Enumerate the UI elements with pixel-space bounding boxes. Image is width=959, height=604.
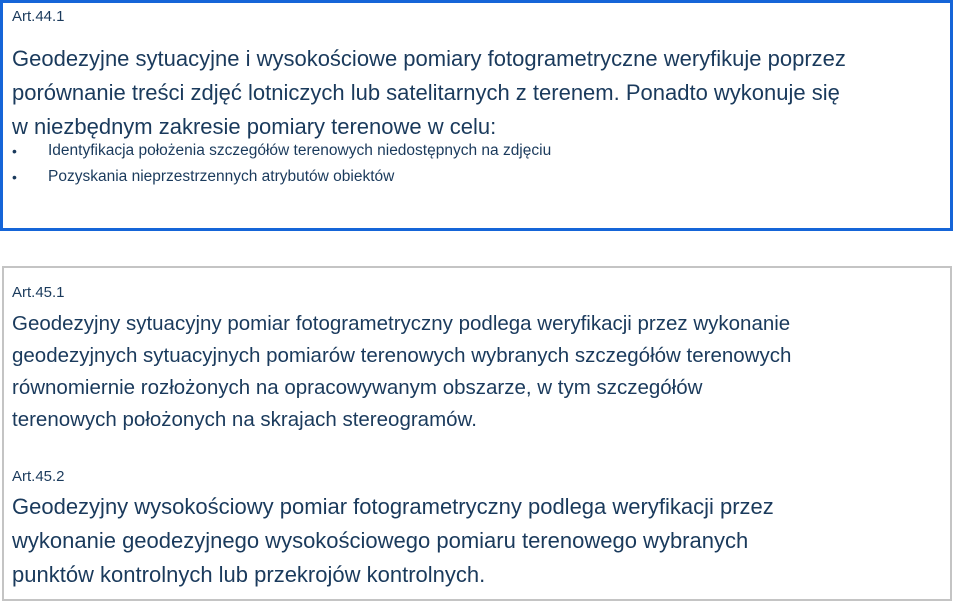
list-item	[12, 164, 551, 190]
article-45-2-label: Art.45.2	[12, 468, 65, 485]
bullet-icon: •	[12, 169, 17, 185]
paragraph-line: Geodezyjny wysokościowy pomiar fotogrametryczny podlega weryfikacji przez	[12, 494, 774, 519]
list-item-text: Pozyskania nieprzestrzennych atrybutów obiektów	[48, 168, 395, 185]
article-44-1-label: Art.44.1	[12, 8, 65, 25]
paragraph-line: Geodezyjne sytuacyjne i wysokościowe pomiary fotogrametryczne weryfikuje poprzez	[12, 46, 846, 71]
article-45-2-paragraph	[12, 490, 947, 592]
article-45-1-paragraph	[12, 308, 947, 436]
article-44-1-paragraph	[12, 42, 942, 144]
paragraph-line: geodezyjnych sytuacyjnych pomiarów terenowych wybranych szczegółów terenowych	[12, 344, 792, 367]
paragraph-line: w niezbędnym zakresie pomiary terenowe w celu:	[12, 114, 497, 139]
paragraph-line: porównanie treści zdjęć lotniczych lub satelitarnych z terenem. Ponadto wykonuje się	[12, 80, 840, 105]
paragraph-line: wykonanie geodezyjnego wysokościowego pomiaru terenowego wybranych	[12, 528, 749, 553]
list-item-text: Identyfikacja położenia szczegółów terenowych niedostępnych na zdjęciu	[48, 142, 552, 159]
list-item	[12, 138, 551, 164]
paragraph-line: punktów kontrolnych lub przekrojów kontrolnych.	[12, 562, 486, 587]
paragraph-line: Geodezyjny sytuacyjny pomiar fotogrametryczny podlega weryfikacji przez wykonanie	[12, 312, 791, 335]
paragraph-line: terenowych położonych na skrajach stereogramów.	[12, 408, 477, 431]
article-45-1-label: Art.45.1	[12, 284, 65, 301]
paragraph-line: równomiernie rozłożonych na opracowywanym obszarze, w tym szczegółów	[12, 376, 703, 399]
bullet-icon: •	[12, 143, 17, 159]
article-44-1-bullet-list	[12, 138, 551, 190]
